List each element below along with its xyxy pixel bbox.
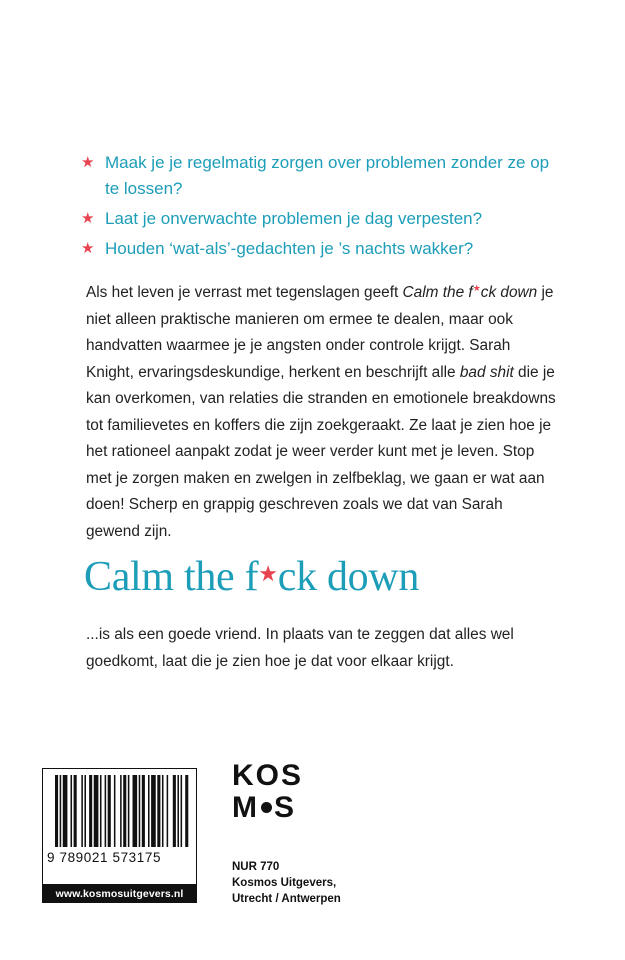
barcode-bar: [55, 775, 58, 847]
barcode-bar: [173, 775, 176, 847]
publisher-url: www.kosmosuitgevers.nl: [42, 885, 197, 903]
publisher-place: Utrecht / Antwerpen: [232, 893, 341, 905]
barcode-bar: [133, 775, 138, 847]
book-title-part: ck down: [480, 284, 538, 302]
question-item: [81, 206, 561, 232]
barcode-bar: [60, 775, 62, 847]
question-text: Laat je onverwachte problemen je dag verpesten?: [105, 209, 483, 228]
barcode-bar: [105, 775, 107, 847]
question-item: [81, 236, 561, 262]
book-title-part: Calm the f: [402, 284, 473, 302]
barcode-bar: [148, 775, 150, 847]
barcode-bar: [162, 775, 164, 847]
question-text: Maak je je regelmatig zorgen over problemen zonder ze op te lossen?: [105, 153, 550, 198]
headline-part: ck down: [277, 554, 420, 600]
blurb-paragraph: [86, 275, 556, 545]
headline-part: Calm the f: [84, 554, 259, 600]
barcode-bar: [74, 775, 77, 847]
barcode-bar: [123, 775, 126, 847]
barcode-bar: [89, 775, 92, 847]
nur-code: NUR 770: [232, 861, 280, 873]
logo-row: KOS: [232, 759, 304, 792]
barcode-bar: [114, 775, 116, 847]
barcode: [42, 768, 197, 885]
blurb-text: Als het leven je verrast met tegenslagen geeft: [86, 284, 403, 302]
blurb-text: die je kan overkomen, van relaties die stranden en emotionele breakdowns tot familievetes en koffers die zijn zoekgeraakt. Ze laat je zien hoe je het rationeel aanpakt zodat je weer verder kunt met je leven. Stop met je zorgen maken en zwelgen in zelfbeklag, we gaan er wat aan doen! Scherp en grappig geschreven zoals we dat van Sarah gewend zijn.: [86, 363, 556, 540]
logo-letter: M: [232, 791, 259, 824]
barcode-bar: [71, 775, 73, 847]
imprint-block: [232, 859, 341, 907]
star-icon: ★: [81, 240, 95, 257]
kosmos-logo: [232, 760, 312, 830]
barcode-bar: [120, 775, 122, 847]
barcode-bar: [177, 775, 179, 847]
barcode-bars: [43, 769, 196, 849]
barcode-bar: [157, 775, 160, 847]
star-icon: ★: [258, 561, 278, 586]
barcode-bar: [139, 775, 141, 847]
barcode-bar: [84, 775, 86, 847]
barcode-bar: [185, 775, 188, 847]
barcode-bar: [94, 775, 99, 847]
logo-letter: S: [274, 791, 297, 824]
barcode-bar: [151, 775, 156, 847]
star-icon: ★: [81, 210, 95, 227]
barcode-bar: [167, 775, 169, 847]
book-title-headline: [84, 553, 554, 601]
barcode-bar: [142, 775, 145, 847]
question-list: [81, 150, 561, 266]
bad-shit-emphasis: bad shit: [459, 363, 514, 381]
question-item: [81, 150, 561, 202]
barcode-bar: [108, 775, 111, 847]
barcode-bar: [100, 775, 102, 847]
publisher-name: Kosmos Uitgevers,: [232, 877, 337, 889]
isbn-number: 9 789021 573175: [47, 850, 162, 865]
barcode-bar: [63, 775, 68, 847]
book-title-inline: [403, 284, 538, 301]
question-text: Houden ‘wat-als’-gedachten je ’s nachts wakker?: [105, 239, 474, 258]
barcode-bar: [128, 775, 130, 847]
subtext-paragraph: ...is als een goede vriend. In plaats van te zeggen dat alles wel goedkomt, laat die je zien hoe je dat voor elkaar krijgt.: [86, 626, 514, 670]
barcode-bar: [81, 775, 83, 847]
star-icon: ★: [472, 283, 481, 293]
barcode-bar: [181, 775, 183, 847]
star-icon: ★: [81, 154, 95, 171]
logo-dot-icon: [261, 802, 272, 813]
blurb-text: je niet alleen praktische manieren om ermee te dealen, maar ook handvatten waarmee je je angsten onder controle krijgt. Sarah Knight, ervaringsdeskundige, herkent en beschrijft alle: [86, 284, 554, 381]
